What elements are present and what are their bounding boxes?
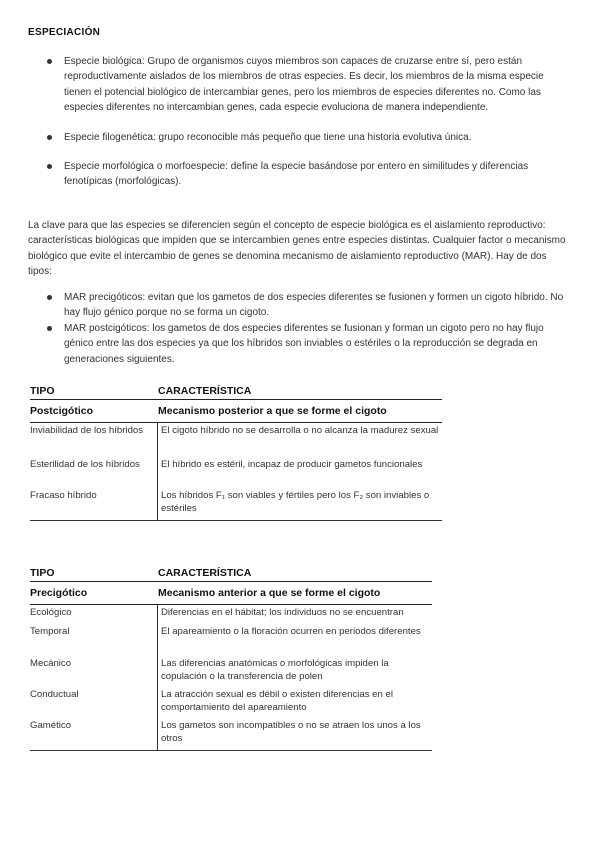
subheader-type: Postcigótico (30, 405, 94, 417)
cell-type: Gamético (30, 720, 72, 731)
cell-char: El híbrido es estéril, incapaz de producir gametos funcionales (161, 459, 423, 470)
cell-type: Esterilidad de los híbridos (30, 459, 140, 470)
cell-type: Conductual (30, 689, 79, 700)
list-item-text: Especie biológica: Grupo de organismos cuyos miembros son capaces de cruzarse entre sí, pero están reproductivamente aislados de los miembros de otras especies. Es decir, los miembros de la misma especie tienen el potencial biológico de intercambiar genes, pero los miembros de especies diferentes no. Como las especies diferentes no intercambian genes, cada especie evoluciona de manera independiente. (64, 56, 544, 114)
cell-char: El cigoto híbrido no se desarrolla o no alcanza la madurez sexual (161, 425, 439, 436)
table-row (30, 656, 432, 687)
subheader-type: Precigótico (30, 587, 88, 599)
table-body (30, 605, 432, 751)
cell-char: Los híbridos F₁ son viables y fértiles pero los F₂ son inviables o estériles (161, 490, 430, 514)
table-subheader (30, 400, 442, 423)
list-item-text: Especie morfológica o morfoespecie: define la especie basándose por entero en similitudes y diferencias fenotípicas (morfológicas). (64, 161, 529, 188)
table-subheader (30, 582, 432, 605)
table-body (30, 423, 442, 521)
table-row (30, 605, 432, 624)
bullet-icon (47, 295, 52, 300)
table-row (30, 624, 432, 656)
bullet-icon (47, 135, 52, 140)
intro-paragraph: La clave para que las especies se diferencien según el concepto de especie biológica es el aislamiento reproductivo: características biológicas que impiden que se intercambien genes entre especies distintas. Cualquier factor o mecanismo biológico que evite el intercambio de genes se denomina mecanismo de aislamiento reproductivo (MAR). Hay de dos tipos: (28, 220, 566, 278)
column-divider (157, 423, 158, 520)
col-char-header: CARACTERÍSTICA (158, 567, 252, 579)
mar-types-list (44, 290, 564, 367)
list-item (44, 54, 564, 116)
col-type-header: TIPO (30, 567, 55, 579)
species-concepts-list (44, 54, 564, 204)
list-item (44, 290, 564, 321)
table-row (30, 457, 442, 488)
table-header (30, 567, 432, 582)
cell-type: Mecánico (30, 658, 72, 669)
list-item-text: MAR postcigóticos: los gametos de dos especies diferentes se fusionan y forman un cigoto pero no hay flujo génico entre las dos especies ya que los híbridos son inviables o estériles o la reproducción se degrada en generaciones siguientes. (64, 322, 544, 365)
bullet-icon (47, 164, 52, 169)
column-divider (157, 605, 158, 750)
table-row (30, 488, 442, 520)
table-row (30, 423, 442, 457)
postzygotic-table (30, 385, 442, 521)
list-item (44, 159, 564, 190)
table-header (30, 385, 442, 400)
prezygotic-table (30, 567, 432, 751)
table-row (30, 718, 432, 750)
page-title: ESPECIACIÓN (28, 27, 101, 38)
cell-char: Las diferencias anatómicas o morfológicas impiden la copulación o la transferencia de polen (161, 658, 389, 682)
cell-type: Ecológico (30, 607, 72, 618)
list-item (44, 321, 564, 367)
cell-char: La atracción sexual es débil o existen diferencias en el comportamiento del apareamiento (161, 689, 393, 713)
subheader-char: Mecanismo posterior a que se forme el cigoto (158, 405, 387, 417)
cell-type: Fracaso híbrido (30, 490, 97, 501)
cell-char: El apareamiento o la floración ocurren en periodos diferentes (161, 626, 421, 637)
cell-char: Los gametos son incompatibles o no se atraen los unos a los otros (161, 720, 421, 744)
list-item-text: Especie filogenética: grupo reconocible más pequeño que tiene una historia evolutiva única. (64, 131, 472, 143)
list-item (44, 130, 564, 145)
col-char-header: CARACTERÍSTICA (158, 385, 252, 397)
subheader-char: Mecanismo anterior a que se forme el cigoto (158, 587, 381, 599)
list-item-text: MAR precigóticos: evitan que los gametos de dos especies diferentes se fusionen y formen un cigoto híbrido. No hay flujo génico porque no se forma un cigoto. (64, 292, 564, 319)
cell-type: Temporal (30, 626, 70, 637)
col-type-header: TIPO (30, 385, 55, 397)
cell-char: Diferencias en el hábitat; los individuos no se encuentran (161, 607, 404, 618)
bullet-icon (47, 326, 52, 331)
bullet-icon (47, 59, 52, 64)
cell-type: Inviabilidad de los híbridos (30, 425, 144, 436)
table-row (30, 687, 432, 718)
